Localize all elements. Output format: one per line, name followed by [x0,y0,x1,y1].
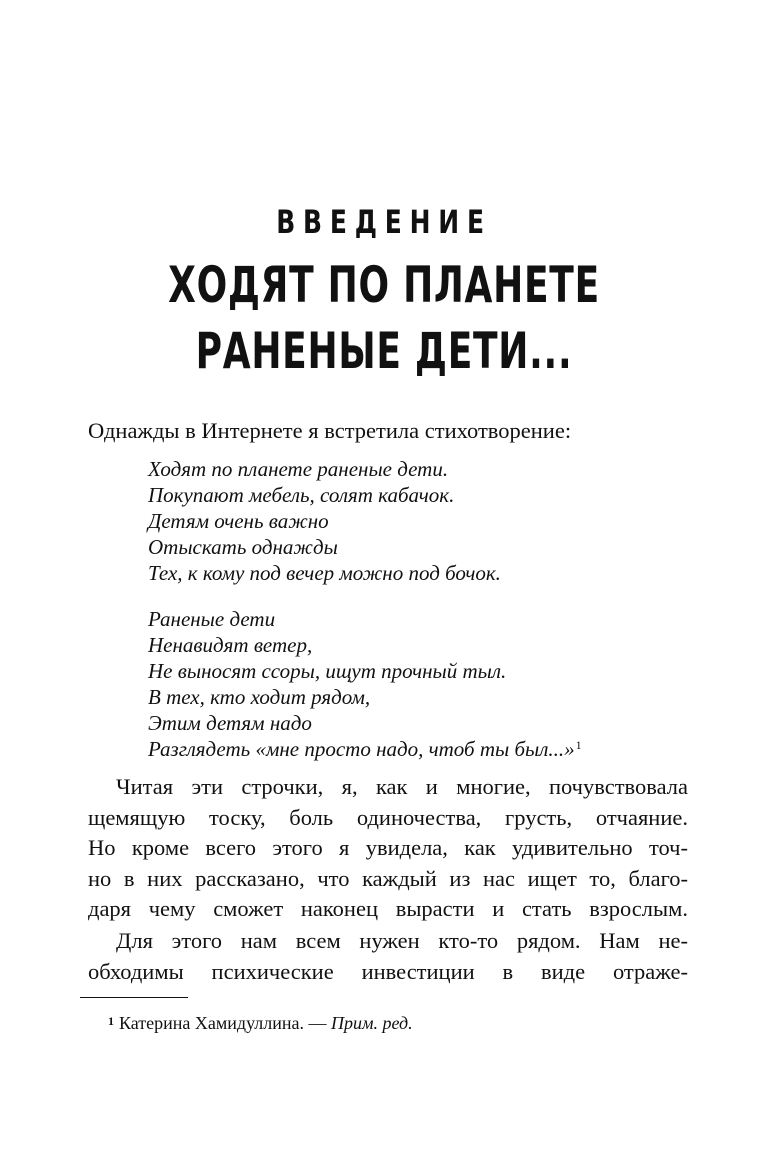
chapter-title-line: ХОДЯТ ПО ПЛАНЕТЕ [168,256,600,314]
paragraph-line: даря чему сможет наконец вырасти и стать взрослым. [88,896,688,921]
paragraph-line: Но кроме всего этого я увидела, как удивительно точ- [88,835,688,860]
poem-line: Раненые дети [148,607,276,631]
poem-line-last [148,736,708,762]
footnote-editor-note: Прим. ред. [331,1013,413,1033]
poem-stanza [148,606,708,762]
footnote-text: Катерина Хамидуллина. — [119,1013,327,1033]
paragraph-line: но в них рассказано, что каждый из нас ищет то, благо- [88,865,688,891]
body-paragraph [88,926,688,987]
chapter-label: ВВЕДЕНИЕ [276,203,492,241]
footnote-number: 1 [108,1014,114,1028]
poem-line: Отыскать однажды [148,535,338,559]
poem-line: Не выносят ссоры, ищут прочный тыл. [148,659,507,683]
poem-line: Тех, к кому под вечер можно под бочок. [148,561,501,585]
chapter-title-line: РАНЕНЫЕ ДЕТИ... [195,322,573,380]
paragraph-line: обходимы психические инвестиции в виде отраже- [88,958,688,984]
poem-stanza [148,456,708,586]
poem-line: Детям очень важно [148,509,329,533]
paragraph-line: Читая эти строчки, я, как и многие, почувствовала [116,774,688,799]
poem-line: В тех, кто ходит рядом, [148,685,371,709]
poem-line: Ненавидят ветер, [148,633,313,657]
body-paragraph [88,772,688,925]
poem-line-text: Разглядеть «мне просто надо, чтоб ты был...» [148,737,575,761]
paragraph-line: щемящую тоску, боль одиночества, грусть, отчаяние. [88,804,688,830]
footnote-reference: 1 [575,738,582,752]
footnote-divider [80,997,188,998]
intro-sentence: Однажды в Интернете я встретила стихотворение: [88,418,572,443]
poem-line: Покупают мебель, солят кабачок. [148,483,455,507]
poem-line: Ходят по планете раненые дети. [148,457,449,481]
poem-line: Этим детям надо [148,711,312,735]
footnote [108,1011,413,1035]
paragraph-line: Для этого нам всем нужен кто-то рядом. Нам не- [116,928,688,953]
chapter-title [108,252,661,384]
